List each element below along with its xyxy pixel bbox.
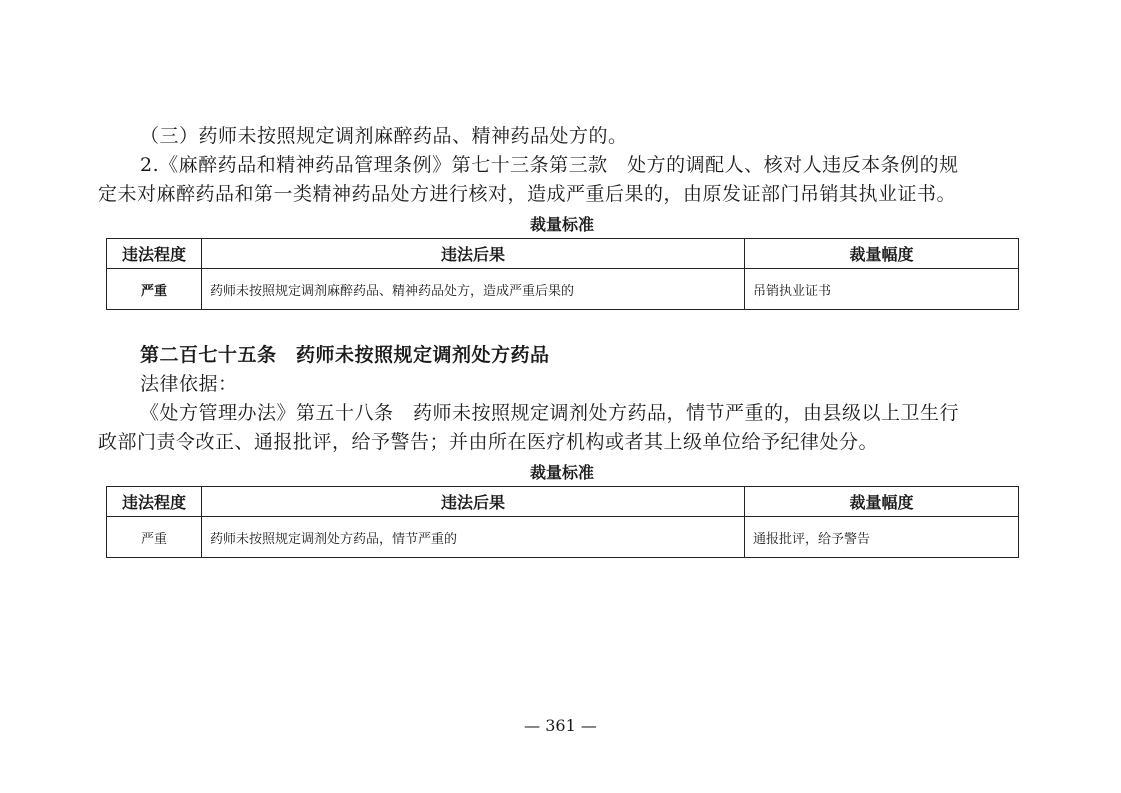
table-header-row xyxy=(107,239,1019,269)
legal-basis-line1: 《处方管理办法》第五十八条 药师未按照规定调剂处方药品，情节严重的，由县级以上卫生行 xyxy=(140,402,960,424)
cell-degree: 严重 xyxy=(107,269,202,310)
legal-basis-2-line1: 2.《麻醉药品和精神药品管理条例》第七十三条第三款 处方的调配人、核对人违反本条例的规 xyxy=(140,154,959,176)
article-275-title: 第二百七十五条 药师未按照规定调剂处方药品 xyxy=(140,344,550,366)
header-consequence: 违法后果 xyxy=(202,487,745,517)
cell-range: 通报批评，给予警告 xyxy=(745,517,1019,558)
page-number: — 361 — xyxy=(524,716,597,735)
legal-basis-2-line2: 定未对麻醉药品和第一类精神药品处方进行核对，造成严重后果的，由原发证部门吊销其执业证书。 xyxy=(98,183,957,205)
table-row xyxy=(107,269,1019,310)
table-2-caption: 裁量标准 xyxy=(529,463,594,482)
header-degree: 违法程度 xyxy=(107,239,202,269)
discretion-table-1 xyxy=(106,238,1019,310)
table-1-caption: 裁量标准 xyxy=(529,215,594,234)
header-consequence: 违法后果 xyxy=(202,239,745,269)
discretion-table-2 xyxy=(106,486,1019,558)
cell-consequence: 药师未按照规定调剂麻醉药品、精神药品处方，造成严重后果的 xyxy=(202,269,745,310)
cell-degree: 严重 xyxy=(107,517,202,558)
header-range: 裁量幅度 xyxy=(745,239,1019,269)
table-row xyxy=(107,517,1019,558)
legal-basis-line2: 政部门责令改正、通报批评，给予警告；并由所在医疗机构或者其上级单位给予纪律处分。 xyxy=(98,431,879,453)
cell-range: 吊销执业证书 xyxy=(745,269,1019,310)
cell-consequence: 药师未按照规定调剂处方药品，情节严重的 xyxy=(202,517,745,558)
item-3-text: （三）药师未按照规定调剂麻醉药品、精神药品处方的。 xyxy=(140,125,628,147)
legal-basis-label: 法律依据： xyxy=(140,373,238,395)
header-degree: 违法程度 xyxy=(107,487,202,517)
header-range: 裁量幅度 xyxy=(745,487,1019,517)
table-header-row xyxy=(107,487,1019,517)
